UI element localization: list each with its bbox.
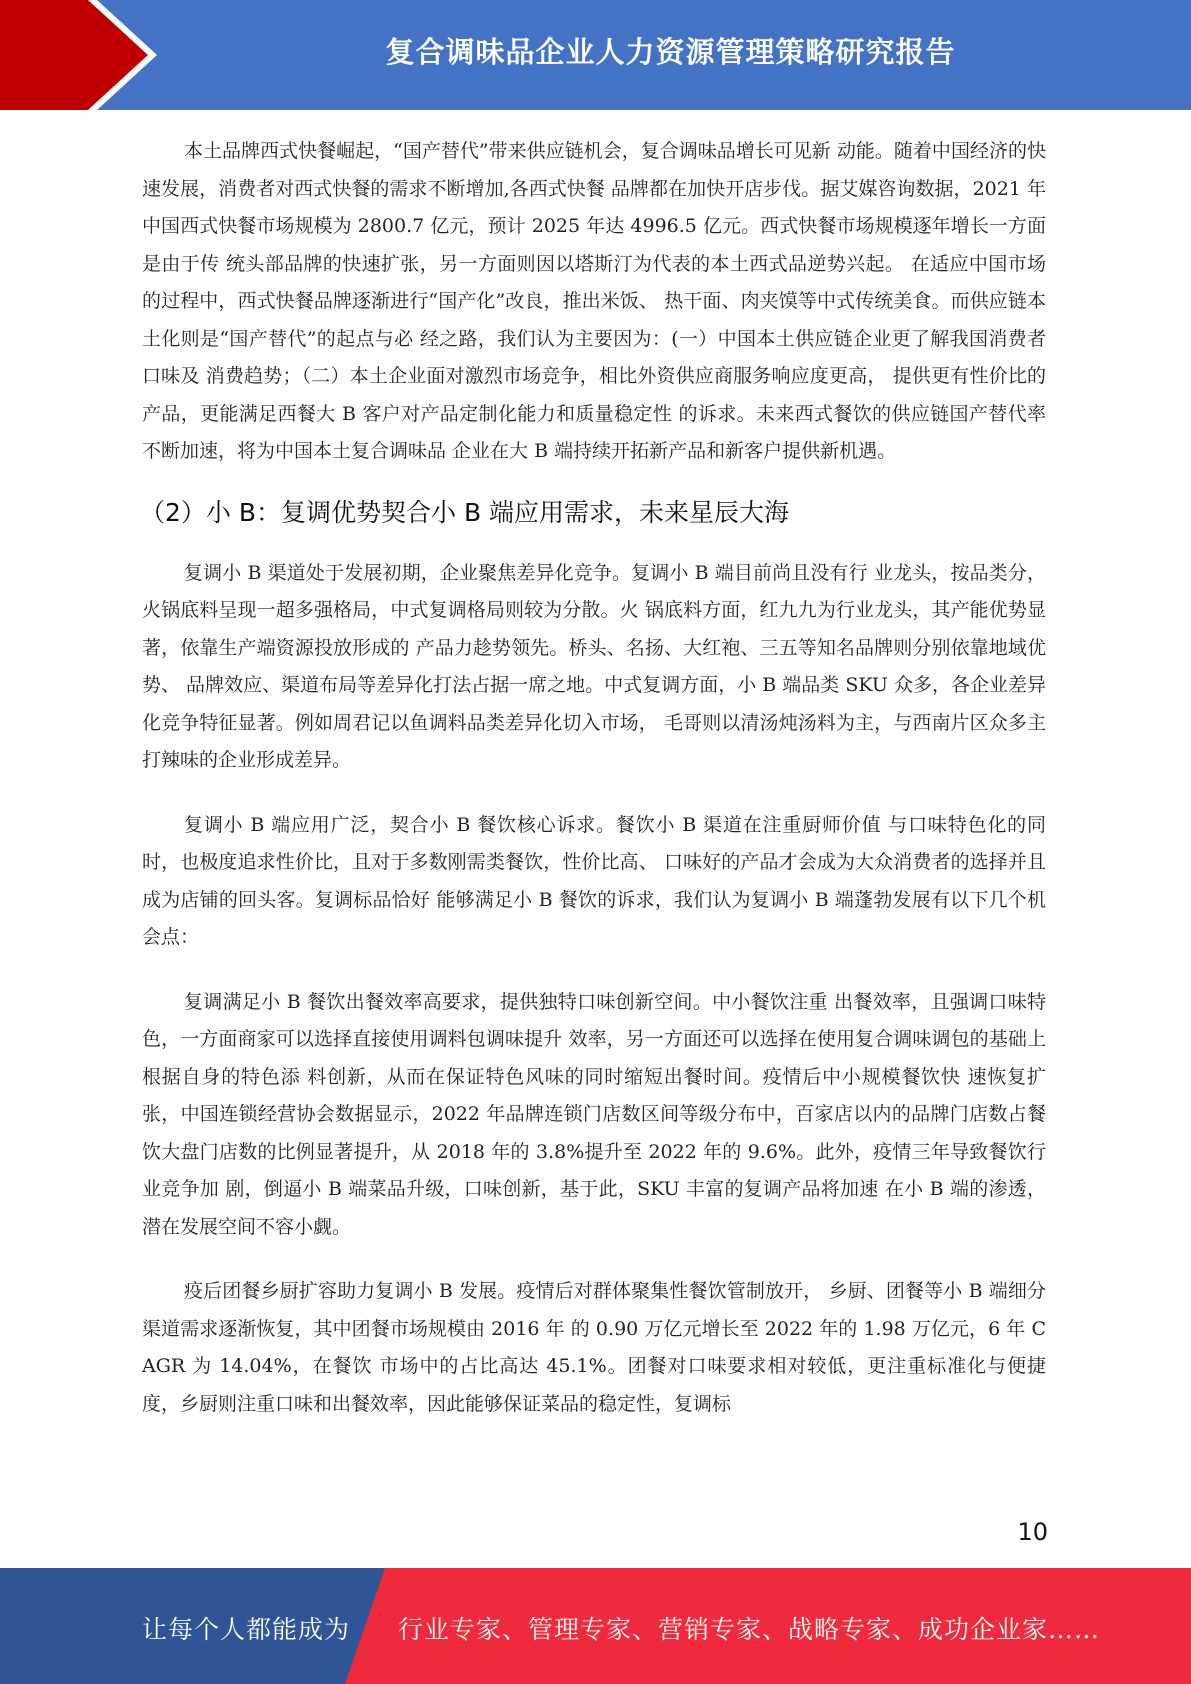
body-paragraph: 复调小 B 端应用广泛，契合小 B 餐饮核心诉求。餐饮小 B 渠道在注重厨师价值 与口味特色化的同时，也极度追求性价比，且对于多数刚需类餐饮，性价比高、 口味好的产品才会成为大众消费者的选择并且成为店铺的回头客。复调标品恰好 能够满足小 B 餐饮的诉求，我们认为复调小 B 端蓬勃发展有以下几个机会点： <box>142 813 1046 948</box>
body-paragraph: 疫后团餐乡厨扩容助力复调小 B 发展。疫情后对群体聚集性餐饮管制放开， 乡厨、团餐等小 B 端细分渠道需求逐渐恢复，其中团餐市场规模由 2016 年 的 0.90 万亿元增长至 2022 年的 1.98 万亿元，6 年 CAGR 为 14.04%，在餐饮 市场中的占比高达 45.1%。团餐对口味要求相对较低，更注重标准化与便捷 度，乡厨则注重口味和出餐效率，因此能够保证菜品的稳定性，复调标 <box>142 1280 1046 1415</box>
footer-slogan-left: 让每个人都能成为 <box>142 1615 351 1644</box>
page-footer <box>0 1568 1191 1684</box>
page-header <box>0 0 1191 110</box>
page-number: 10 <box>1017 1518 1048 1546</box>
main-content <box>142 133 1046 1423</box>
body-paragraph: 本土品牌西式快餐崛起，“国产替代”带来供应链机会，复合调味品增长可见新 动能。随着中国经济的快速发展，消费者对西式快餐的需求不断增加,各西式快餐 品牌都在加快开店步伐。据艾媒咨询数据，2021 年中国西式快餐市场规模为 2800.7 亿元，预计 2025 年达 4996.5 亿元。西式快餐市场规模逐年增长一方面是由于传 统头部品牌的快速扩张，另一方面则因以塔斯汀为代表的本土西式品逆势兴起。 在适应中国市场的过程中，西式快餐品牌逐渐进行“国产化”改良，推出米饭、 热干面、肉夹馍等中式传统美食。而供应链本土化则是“国产替代”的起点与必 经之路，我们认为主要因为：(一）中国本土供应链企业更了解我国消费者口味及 消费趋势；（二）本土企业面对激烈市场竞争，相比外资供应商服务响应度更高， 提供更有性价比的产品，更能满足西餐大 B 客户对产品定制化能力和质量稳定性 的诉求。未来西式餐饮的供应链国产替代率不断加速，将为中国本土复合调味品 企业在大 B 端持续开拓新产品和新客户提供新机遇。 <box>142 140 1046 462</box>
section-heading: （2）小 B：复调优势契合小 B 端应用需求，未来星辰大海 <box>140 497 790 527</box>
body-paragraph: 复调小 B 渠道处于发展初期，企业聚焦差异化竞争。复调小 B 端目前尚且没有行 业龙头，按品类分，火锅底料呈现一超多强格局，中式复调格局则较为分散。火 锅底料方面，红九九为行业龙头，其产能优势显著，依靠生产端资源投放形成的 产品力趁势领先。桥头、名扬、大红袍、三五等知名品牌则分别依靠地域优势、 品牌效应、渠道布局等差异化打法占据一席之地。中式复调方面，小 B 端品类 SKU 众多，各企业差异化竞争特征显著。例如周君记以鱼调料品类差异化切入市场， 毛哥则以清汤炖汤料为主，与西南片区众多主打辣味的企业形成差异。 <box>142 561 1046 771</box>
body-paragraph: 复调满足小 B 餐饮出餐效率高要求，提供独特口味创新空间。中小餐饮注重 出餐效率，且强调口味特色，一方面商家可以选择直接使用调料包调味提升 效率，另一方面还可以选择在使用复合调味调包的基础上根据自身的特色添 料创新，从而在保证特色风味的同时缩短出餐时间。疫情后中小规模餐饮快 速恢复扩张，中国连锁经营协会数据显示，2022 年品牌连锁门店数区间等级分布中，百家店以内的品牌门店数占餐饮大盘门店数的比例显著提升，从 2018 年的 3.8%提升至 2022 年的 9.6%。此外，疫情三年导致餐饮行业竞争加 剧，倒逼小 B 端菜品升级，口味创新，基于此，SKU 丰富的复调产品将加速 在小 B 端的渗透，潜在发展空间不容小觑。 <box>142 990 1046 1238</box>
footer-slogan-right: 行业专家、管理专家、营销专家、战略专家、成功企业家…… <box>398 1615 1101 1644</box>
document-title: 复合调味品企业人力资源管理策略研究报告 <box>385 35 956 69</box>
